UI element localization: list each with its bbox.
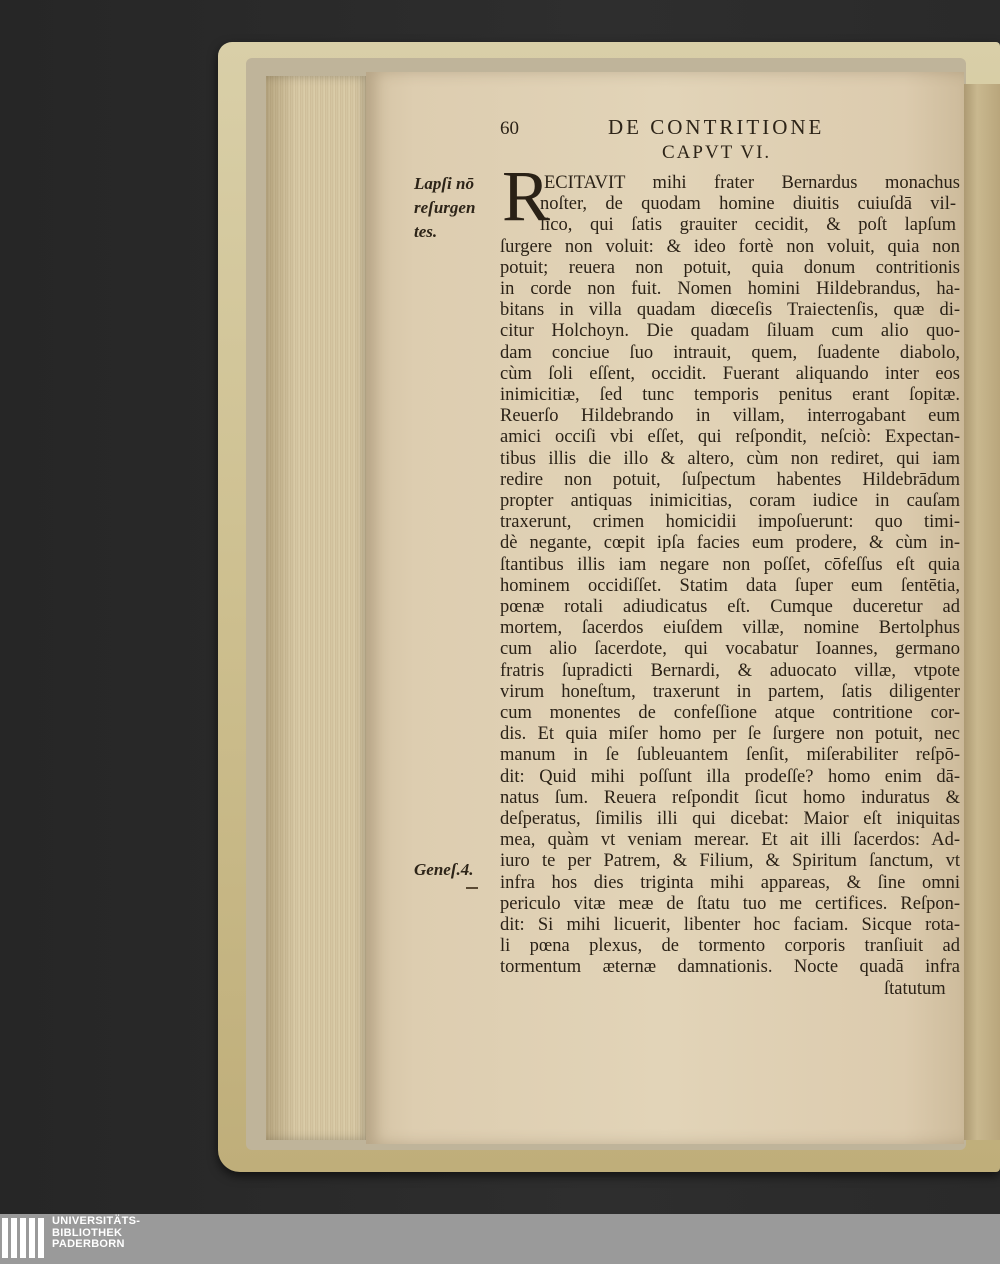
text-line: dit: Si mihi licuerit, libenter hoc faciam. Sicque rota- [500,915,960,935]
text-line: virum honeſtum, traxerunt in partem, ſatis diligenter [500,681,960,702]
page-number: 60 [500,118,519,139]
text-line: potuit; reuera non potuit, quia donum contritionis [500,257,960,278]
library-name-line: PADERBORN [52,1238,125,1250]
text-line: ſurgere non voluit: & ideo fortè non voluit, quia non [500,236,960,257]
margin-note-genesis: Geneſ.4. [414,860,474,879]
text-line: ſtantibus illis iam negare non poſſet, cōfeſſus eſt quia [500,554,960,575]
text-line: dam conciue ſuo intrauit, quem, ſuadente diabolo, [500,342,960,363]
text-line: dit: Quid mihi poſſunt illa prodeſſe? homo enim dā- [500,766,960,787]
text-line: pœnæ rotali adiudicatus eſt. Cumque duceretur ad [500,597,960,617]
text-line: deſperatus, ſimilis illi qui dicebat: Maior eſt iniquitas [500,809,960,829]
text-line: redire non potuit, ſuſpectum habentes Hildebrādum [500,469,960,490]
text-line: dè negante, cœpit ipſa facies eum prodere, & cùm in- [500,533,960,554]
library-logo-icon [2,1218,46,1258]
text-line: amici occiſi vbi eſſet, qui reſpondit, neſciò: Expectan- [500,427,960,448]
margin-note-line: tes. [414,222,438,241]
page-edges [266,76,370,1140]
margin-dash [466,887,478,889]
text-line: infra hos dies triginta mihi appareas, & ſine omni [500,872,960,893]
library-name [52,1216,140,1251]
footer-bar [0,1214,1000,1264]
margin-note-lapsi [414,172,494,244]
text-line: cum monentes de confeſſione atque contritione cor- [500,703,960,723]
margin-note-line: reſurgen [414,198,476,217]
text-line: periculo vitæ meæ de ſtatu tuo me certifices. Reſpon- [500,893,960,914]
text-line: cum alio ſacerdote, qui vocabatur Ioannes, germano [500,639,960,660]
library-name-line: BIBLIOTHEK [52,1226,123,1239]
text-line: hominem occidiſſet. Statim data ſuper eum ſentētia, [500,575,960,596]
text-line: citur Holchoyn. Die quadam ſiluam cum alio quo- [500,321,960,342]
text-line: propter antiquas inimicitias, coram iudice in cauſam [500,491,960,511]
text-line: inimicitiæ, ſed tunc temporis penitus erant ſopitæ. [500,385,960,405]
text-line: ECITAVIT mihi frater Bernardus monachus [544,173,960,193]
text-line: fratris ſupradicti Bernardi, & aduocato villæ, vtpote [500,660,960,681]
text-line: in corde non fuit. Nomen homini Hildebrandus, ha- [500,279,960,299]
text-line: mea, quàm vt veniam merear. Et ait illi ſacerdos: Ad- [500,830,960,851]
text-line: cùm ſoli eſſent, occidit. Fuerant aliquando inter eos [500,363,960,384]
text-line: noſter, de quodam homine diuitis cuiuſdā vil- [540,194,956,215]
text-line: lico, qui ſatis grauiter cecidit, & poſt lapſum [540,215,956,236]
margin-note-line: Lapſi nō [414,174,474,193]
text-line: li pœna plexus, de tormento corporis tranſiuit ad [500,936,960,957]
text-line: bitans in villa quadam diœceſis Traiectenſis, quæ di- [500,300,960,321]
chapter-heading: CAPVT VI. [662,142,772,163]
library-name-line: UNIVERSITÄTS- [52,1215,141,1227]
drop-capital: R [502,156,551,236]
text-line: dis. Et quia miſer homo per ſe ſurgere non potuit, nec [500,724,960,745]
text-line: natus ſum. Reuera reſpondit ſicut homo induratus & [500,787,960,808]
text-line: traxerunt, crimen homicidii impoſuerunt: quo timi- [500,512,960,533]
text-line: ſtatutum [884,978,946,999]
text-line: iuro te per Patrem, & Filium, & Spiritum ſanctum, vt [500,851,960,872]
facing-page-edge [962,84,1000,1140]
text-line: mortem, ſacerdos eiuſdem villæ, nomine Bertolphus [500,618,960,639]
text-line: tibus illis die illo & altero, cùm non rediret, qui iam [500,448,960,469]
text-line: tormentum æternæ damnationis. Nocte quadā infra [500,957,960,978]
text-line: manum in ſe ſubleuantem ſenſit, miſerabiliter reſpō- [500,745,960,766]
running-head: DE CONTRITIONE [608,115,825,139]
text-line: Reuerſo Hildebrando in villam, interrogabant eum [500,406,960,427]
